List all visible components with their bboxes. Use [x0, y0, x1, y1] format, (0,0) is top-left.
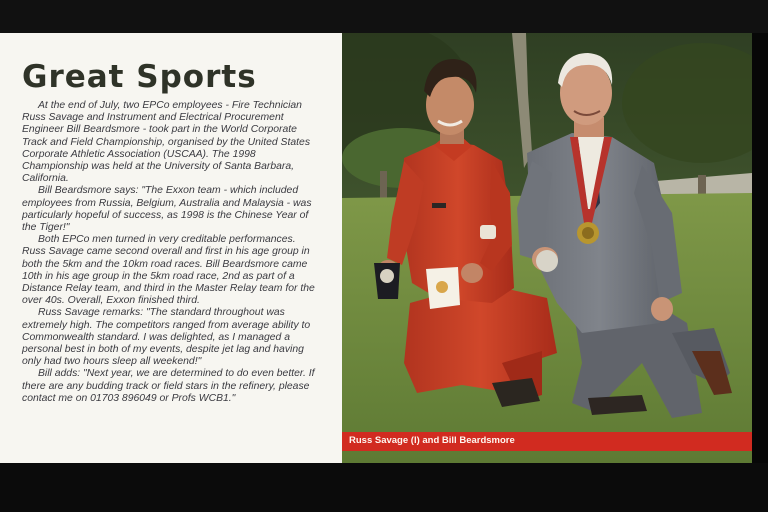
scan-border-bottom: [0, 463, 768, 512]
article-paragraph: Both EPCo men turned in very creditable performances. Russ Savage came second overall and first in his age group in both the 5km and the 10km road races. Bill Beardsmore came 10th in his age group in the 5km road race, 2nd as part of a Distance Relay team, and third in the Master Relay team for the over 40s. Overall, Exxon finished third.: [22, 234, 315, 307]
photo-illustration: [342, 33, 752, 463]
article-body: [22, 100, 318, 405]
photo-caption: Russ Savage (l) and Bill Beardsmore: [349, 435, 515, 446]
article-headline: Great Sports: [22, 59, 257, 95]
article-paragraph: At the end of July, two EPCo employees - Fire Technician Russ Savage and Instrument and Electrical Procurement Engineer Bill Beardsmore - took part in the World Corporate Track and Field Championship, organised by the United States Corporate Athletic Association (USCAA). The 1998 Championship was held at the University of Santa Barbara, California.: [22, 100, 311, 185]
athletes-photo: [342, 33, 752, 463]
article-paragraph: Bill adds: "Next year, we are determined to do even better. If there are any budding track or field stars in the refinery, please contact me on 01703 896049 or Profs WCB1.": [22, 368, 315, 404]
scan-border-top: [0, 0, 768, 33]
post: [380, 171, 387, 199]
article-paragraph: Bill Beardsmore says: "The Exxon team - which included employees from Russia, Belgium, Australia and Malaysia - was particularly hopeful of success, as 1998 is the Chinese Year of the Tiger!": [22, 185, 312, 234]
article-paragraph: Russ Savage remarks: "The standard throughout was extremely high. The competitors ranged from average ability to Commonwealth standard. I was delighted, as I managed a personal best in both of my events, despite jet lag and having only had two hours sleep all weekend!": [22, 307, 311, 368]
